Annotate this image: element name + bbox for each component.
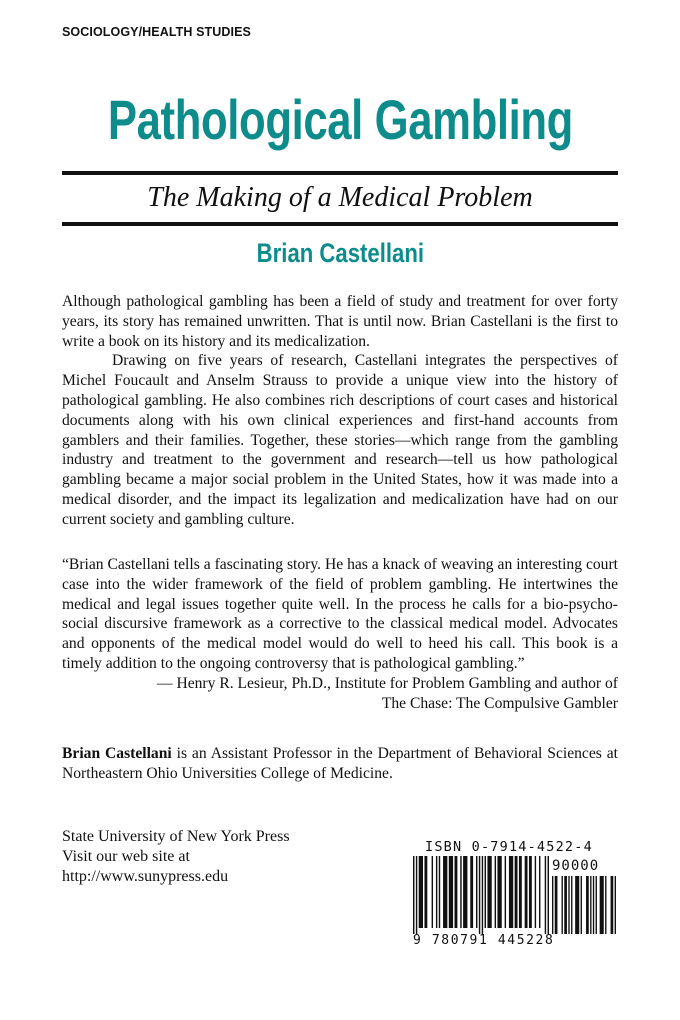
price-barcode-bar	[615, 876, 616, 934]
barcode-bar	[482, 856, 483, 934]
price-barcode-bar	[568, 876, 569, 934]
barcode-bar	[515, 856, 518, 928]
price-barcode-bar	[562, 876, 563, 934]
barcode-bar	[479, 856, 480, 934]
barcode-bar	[487, 856, 491, 928]
price-barcode-bar	[564, 876, 567, 934]
barcode-bar	[416, 856, 417, 934]
top-rule	[62, 171, 618, 175]
ean-barcode	[413, 856, 549, 934]
barcode-bar	[419, 856, 423, 928]
price-barcode-bar	[590, 876, 591, 934]
barcode-bar	[463, 856, 467, 928]
description-paragraph-2: Drawing on five years of research, Castellani integrates the perspectives of Michel Foucault and Anselm Strauss to provide a unique view into the history of pathological gambling. He also combines rich descriptions of court cases and historical documents along with his own clinical experiences and first-hand accounts from gamblers and their families. Together, these stories—which range from the gambling industry and treatment to the government and research—tell us how pathological gambling became a major social problem in the United States, how it was made into a medical disorder, and the impact its legalization and medicalization have had on our current society and gambling culture.	[62, 352, 618, 528]
barcode-bar	[432, 856, 433, 928]
price-barcode-bar	[596, 876, 597, 934]
barcode-bar	[439, 856, 440, 928]
price-barcode-bar	[571, 876, 572, 934]
publisher-block	[62, 827, 290, 887]
book-subtitle: The Making of a Medical Problem	[147, 182, 533, 213]
price-barcode-bar	[581, 876, 582, 934]
price-barcode-bar	[611, 876, 614, 934]
barcode-bar	[509, 856, 513, 928]
barcode-bar	[529, 856, 532, 928]
publisher-url[interactable]: http://www.sunypress.edu	[62, 868, 229, 885]
author-bio-name: Brian Castellani	[62, 745, 172, 762]
publisher-visit-line: Visit our web site at	[62, 848, 190, 865]
endorsement-attribution: — Henry R. Lesieur, Ph.D., Institute for Problem Gambling and author of	[156, 674, 618, 692]
barcode-bar	[470, 856, 473, 928]
price-code: 90000	[552, 858, 600, 874]
barcode-bar	[443, 856, 447, 928]
ean-digits: 9 780791 445228	[413, 933, 555, 948]
barcode-bar	[539, 856, 540, 928]
barcode-bar	[545, 856, 546, 934]
book-title: Pathological Gambling	[107, 88, 573, 151]
price-barcode	[552, 876, 616, 934]
barcode-bar	[455, 856, 458, 928]
endorsement	[62, 555, 618, 713]
price-barcode-bar	[600, 876, 604, 934]
barcode-bar	[535, 856, 536, 928]
barcode-bar	[460, 856, 461, 928]
barcode-bar	[495, 856, 496, 928]
barcode-bar	[548, 856, 549, 934]
barcode-bar	[519, 856, 522, 928]
barcode-bar	[525, 856, 528, 928]
barcode-bar	[505, 856, 506, 928]
author-bio	[62, 744, 618, 784]
description	[62, 292, 618, 530]
description-paragraph-1: Although pathological gambling has been a field of study and treatment for over forty years, its story has remained unwritten. That is until now. Brian Castellani is the first to write a book on its history and its medicalization.	[62, 293, 618, 350]
publisher-name: State University of New York Press	[62, 828, 290, 845]
author-bio-paragraph	[62, 744, 618, 784]
endorsement-quote: “Brian Castellani tells a fascinating story. He has a knack of weaving an interesting court case into the wider framework of the field of problem gambling. He intertwines the medical and legal issues together quite well. In the process he calls for a bio-psycho-social discursive framework as a corrective to the classical medical model. Advocates and opponents of the medical model would do well to heed his call. This book is a timely addition to the ongoing controversy that is pathological gambling.”	[62, 556, 618, 672]
barcode-bar	[485, 856, 486, 928]
barcode-bar	[424, 856, 427, 928]
barcode-bar	[497, 856, 501, 928]
endorsement-book-title: The Chase: The Compulsive Gambler	[381, 694, 618, 712]
author-name: Brian Castellani	[256, 238, 425, 268]
isbn-label: ISBN 0-7914-4522-4	[425, 839, 593, 855]
barcode-bar	[413, 856, 414, 934]
price-barcode-bar	[605, 876, 606, 934]
price-barcode-bar	[555, 876, 558, 934]
barcode-bar	[436, 856, 437, 928]
price-barcode-bar	[593, 876, 594, 934]
barcode-bar	[449, 856, 453, 928]
barcode-bar	[476, 856, 477, 928]
author-bio-text: is an Assistant Professor in the Department of Behavioral Sciences at Northeastern Ohio Universities College of Medicine.	[62, 745, 618, 782]
price-barcode-bar	[552, 876, 553, 934]
bottom-rule	[62, 222, 618, 226]
category-label: SOCIOLOGY/HEALTH STUDIES	[62, 25, 251, 39]
price-barcode-bar	[575, 876, 579, 934]
price-barcode-bar	[586, 876, 589, 934]
